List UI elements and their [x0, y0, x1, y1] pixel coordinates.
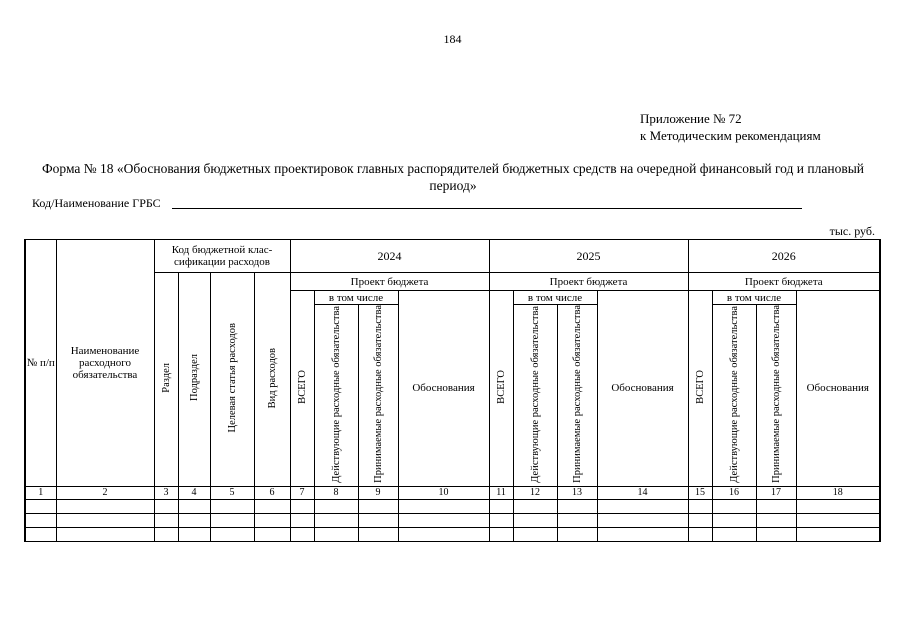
table-cell[interactable] — [210, 499, 254, 513]
header-justification-2025: Обоснования — [597, 291, 688, 487]
column-number-row — [25, 486, 880, 499]
table-cell[interactable] — [25, 513, 56, 527]
table-cell[interactable] — [210, 513, 254, 527]
header-expense-type-label: Вид расходов — [266, 347, 278, 409]
column-number: 1 — [25, 486, 56, 499]
table-cell[interactable] — [154, 513, 178, 527]
table-cell[interactable] — [254, 513, 290, 527]
table-cell[interactable] — [712, 513, 756, 527]
units-label: тыс. руб. — [829, 224, 875, 238]
column-number: 5 — [210, 486, 254, 499]
column-number: 18 — [796, 486, 880, 499]
table-cell[interactable] — [557, 527, 597, 541]
table-cell[interactable] — [314, 513, 358, 527]
header-current-2025 — [513, 305, 557, 487]
header-target-article-label: Целевая статья расходов — [226, 323, 238, 433]
header-current-2025-label: Действующие расходные обязательства — [529, 305, 541, 483]
header-including-2024: в том числе — [314, 291, 398, 305]
table-cell[interactable] — [688, 527, 712, 541]
table-cell[interactable] — [56, 527, 154, 541]
column-number: 4 — [178, 486, 210, 499]
header-current-2024-label: Действующие расходные обязательства — [330, 305, 342, 483]
grbs-label: Код/Наименование ГРБС — [32, 196, 161, 210]
table-cell[interactable] — [178, 527, 210, 541]
column-number: 17 — [756, 486, 796, 499]
table-cell[interactable] — [290, 527, 314, 541]
header-accepted-2026-label: Принимаемые расходные обязательства — [770, 305, 782, 483]
table-cell[interactable] — [756, 499, 796, 513]
header-total-2026-label: ВСЕГО — [694, 370, 706, 404]
header-total-2024-label: ВСЕГО — [296, 370, 308, 404]
table-cell[interactable] — [398, 527, 489, 541]
table-cell[interactable] — [25, 527, 56, 541]
header-project-2026: Проект бюджета — [688, 273, 880, 291]
header-current-2026-label: Действующие расходные обязательства — [728, 305, 740, 483]
table-cell[interactable] — [597, 513, 688, 527]
header-subsection — [178, 273, 210, 487]
column-number: 6 — [254, 486, 290, 499]
table-row — [25, 513, 880, 527]
table-cell[interactable] — [513, 527, 557, 541]
table-cell[interactable] — [688, 499, 712, 513]
table-cell[interactable] — [557, 513, 597, 527]
column-number: 9 — [358, 486, 398, 499]
table-cell[interactable] — [756, 513, 796, 527]
header-project-2024: Проект бюджета — [290, 273, 489, 291]
header-target-article — [210, 273, 254, 487]
table-cell[interactable] — [756, 527, 796, 541]
appendix-line-1: Приложение № 72 — [640, 111, 742, 126]
table-cell[interactable] — [254, 527, 290, 541]
table-cell[interactable] — [489, 527, 513, 541]
table-cell[interactable] — [154, 527, 178, 541]
header-year-2024: 2024 — [290, 240, 489, 273]
header-section-label: Раздел — [160, 363, 172, 393]
header-including-2026: в том числе — [712, 291, 796, 305]
table-cell[interactable] — [398, 513, 489, 527]
column-number: 8 — [314, 486, 358, 499]
table-cell[interactable] — [796, 527, 880, 541]
header-including-2025: в том числе — [513, 291, 597, 305]
column-number: 3 — [154, 486, 178, 499]
table-cell[interactable] — [154, 499, 178, 513]
header-accepted-2025-label: Принимаемые расходные обязательства — [571, 305, 583, 483]
column-number: 12 — [513, 486, 557, 499]
table-cell[interactable] — [56, 499, 154, 513]
header-accepted-2024 — [358, 305, 398, 487]
column-number: 14 — [597, 486, 688, 499]
table-cell[interactable] — [398, 499, 489, 513]
header-current-2024 — [314, 305, 358, 487]
header-section — [154, 273, 178, 487]
header-row-project — [25, 273, 880, 291]
table-cell[interactable] — [56, 513, 154, 527]
table-cell[interactable] — [557, 499, 597, 513]
header-number: № п/п — [25, 240, 56, 487]
table-cell[interactable] — [358, 499, 398, 513]
table-cell[interactable] — [178, 499, 210, 513]
grbs-fill-line[interactable] — [172, 208, 802, 209]
table-cell[interactable] — [489, 513, 513, 527]
table-cell[interactable] — [178, 513, 210, 527]
column-number: 10 — [398, 486, 489, 499]
table-cell[interactable] — [597, 527, 688, 541]
table-cell[interactable] — [314, 527, 358, 541]
header-total-2026 — [688, 291, 712, 487]
page-number: 184 — [443, 32, 462, 46]
table-cell[interactable] — [597, 499, 688, 513]
header-row-years — [25, 240, 880, 273]
header-accepted-2025 — [557, 305, 597, 487]
column-number: 11 — [489, 486, 513, 499]
column-number: 16 — [712, 486, 756, 499]
table-cell[interactable] — [796, 513, 880, 527]
header-obligation-name: Наименование расходного обязательства — [56, 240, 154, 487]
table-cell[interactable] — [290, 513, 314, 527]
column-number: 7 — [290, 486, 314, 499]
table-cell[interactable] — [796, 499, 880, 513]
table-cell[interactable] — [290, 499, 314, 513]
header-expense-type — [254, 273, 290, 487]
budget-table — [24, 239, 881, 542]
header-total-2025 — [489, 291, 513, 487]
header-subsection-label: Подраздел — [188, 354, 200, 402]
appendix-line-2: к Методическим рекомендациям — [640, 128, 821, 143]
header-year-2025: 2025 — [489, 240, 688, 273]
table-row — [25, 499, 880, 513]
table-row — [25, 527, 880, 541]
table-cell[interactable] — [358, 513, 398, 527]
header-justification-2026: Обоснования — [796, 291, 880, 487]
table-cell[interactable] — [688, 513, 712, 527]
header-justification-2024: Обоснования — [398, 291, 489, 487]
table-cell[interactable] — [712, 499, 756, 513]
header-total-2024 — [290, 291, 314, 487]
header-year-2026: 2026 — [688, 240, 880, 273]
table-cell[interactable] — [513, 499, 557, 513]
header-project-2025: Проект бюджета — [489, 273, 688, 291]
table-cell[interactable] — [210, 527, 254, 541]
table-cell[interactable] — [489, 499, 513, 513]
header-accepted-2024-label: Принимаемые расходные обязательства — [372, 305, 384, 483]
form-title: Форма № 18 «Обоснования бюджетных проектировок главных распорядителей бюджетных средств на очередной финансовый год и плановый период» — [41, 161, 864, 193]
appendix-note — [640, 110, 821, 144]
column-number: 13 — [557, 486, 597, 499]
column-number: 15 — [688, 486, 712, 499]
table-cell[interactable] — [314, 499, 358, 513]
header-accepted-2026 — [756, 305, 796, 487]
table-cell[interactable] — [513, 513, 557, 527]
header-budget-classification: Код бюджетной клас-сификации расходов — [154, 240, 290, 273]
table-cell[interactable] — [25, 499, 56, 513]
header-total-2025-label: ВСЕГО — [495, 370, 507, 404]
header-current-2026 — [712, 305, 756, 487]
table-cell[interactable] — [254, 499, 290, 513]
column-number: 2 — [56, 486, 154, 499]
table-cell[interactable] — [358, 527, 398, 541]
table-cell[interactable] — [712, 527, 756, 541]
